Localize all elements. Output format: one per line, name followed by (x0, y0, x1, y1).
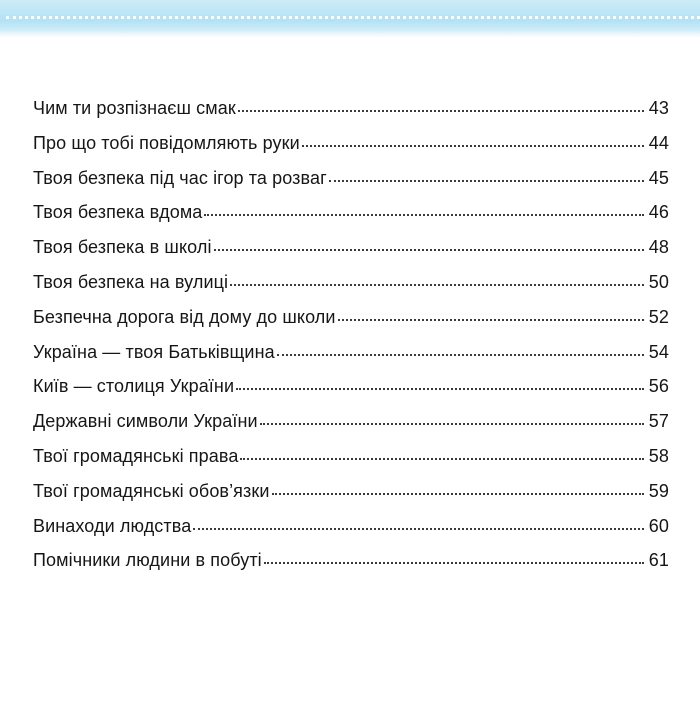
toc-page-number: 44 (648, 132, 669, 153)
toc-page-number: 60 (648, 515, 669, 536)
toc-entry-title: Україна — твоя Батьківщина (33, 341, 275, 362)
toc-entry (33, 272, 669, 307)
toc-page-number: 58 (648, 445, 669, 466)
toc-entry (33, 446, 669, 481)
toc-dot-leader (238, 110, 644, 112)
toc-entry-title: Твоя безпека під час ігор та розваг (33, 167, 327, 188)
toc-dot-leader (240, 458, 644, 460)
table-of-contents (33, 98, 669, 585)
toc-dot-leader (204, 214, 644, 216)
toc-entry-title: Чим ти розпізнаєш смак (33, 98, 236, 118)
toc-page-number: 57 (648, 411, 669, 432)
toc-entry-title: Твої громадянські права (33, 445, 239, 466)
toc-entry (33, 550, 669, 585)
toc-entry (33, 342, 669, 377)
toc-dot-leader (214, 249, 644, 251)
toc-entry (33, 133, 669, 168)
toc-dot-leader (193, 528, 644, 530)
toc-entry (33, 516, 669, 551)
toc-page-number: 52 (648, 306, 669, 327)
toc-page-number: 54 (648, 341, 669, 362)
toc-dot-leader (236, 388, 644, 390)
toc-entry-title: Твоя безпека в школі (33, 237, 212, 258)
toc-page-number: 61 (648, 550, 669, 571)
toc-entry (33, 202, 669, 237)
toc-dot-leader (230, 284, 644, 286)
banner-fade (0, 30, 700, 38)
toc-dot-leader (260, 423, 644, 425)
toc-page-number: 56 (648, 376, 669, 397)
toc-entry-title: Твоя безпека вдома (33, 202, 203, 223)
toc-entry-title: Твої громадянські обов’язки (33, 480, 270, 501)
toc-page-number: 48 (648, 237, 669, 258)
toc-entry-title: Винаходи людства (33, 515, 192, 536)
toc-entry (33, 376, 669, 411)
toc-entry (33, 481, 669, 516)
toc-entry-title: Безпечна дорога від дому до школи (33, 306, 336, 327)
toc-entry-title: Київ — столиця України (33, 376, 235, 397)
toc-entry-title: Помічники людини в побуті (33, 550, 262, 571)
toc-entry-title: Державні символи України (33, 411, 258, 432)
toc-page-number: 46 (648, 202, 669, 223)
toc-entry (33, 411, 669, 446)
toc-dot-leader (338, 319, 644, 321)
toc-page-number: 43 (648, 98, 669, 118)
toc-entry (33, 237, 669, 272)
toc-dot-leader (264, 562, 644, 564)
banner-dotted-line (6, 16, 700, 19)
header-banner (0, 0, 700, 38)
toc-entry (33, 307, 669, 342)
toc-entry-title: Твоя безпека на вулиці (33, 271, 229, 292)
toc-page-number: 45 (648, 167, 669, 188)
toc-dot-leader (302, 145, 644, 147)
toc-entry (33, 98, 669, 133)
toc-dot-leader (329, 180, 644, 182)
toc-dot-leader (277, 354, 644, 356)
toc-entry-title: Про що тобі повідомляють руки (33, 132, 300, 153)
toc-dot-leader (272, 493, 644, 495)
toc-page-number: 59 (648, 480, 669, 501)
toc-entry (33, 168, 669, 203)
toc-page-number: 50 (648, 271, 669, 292)
